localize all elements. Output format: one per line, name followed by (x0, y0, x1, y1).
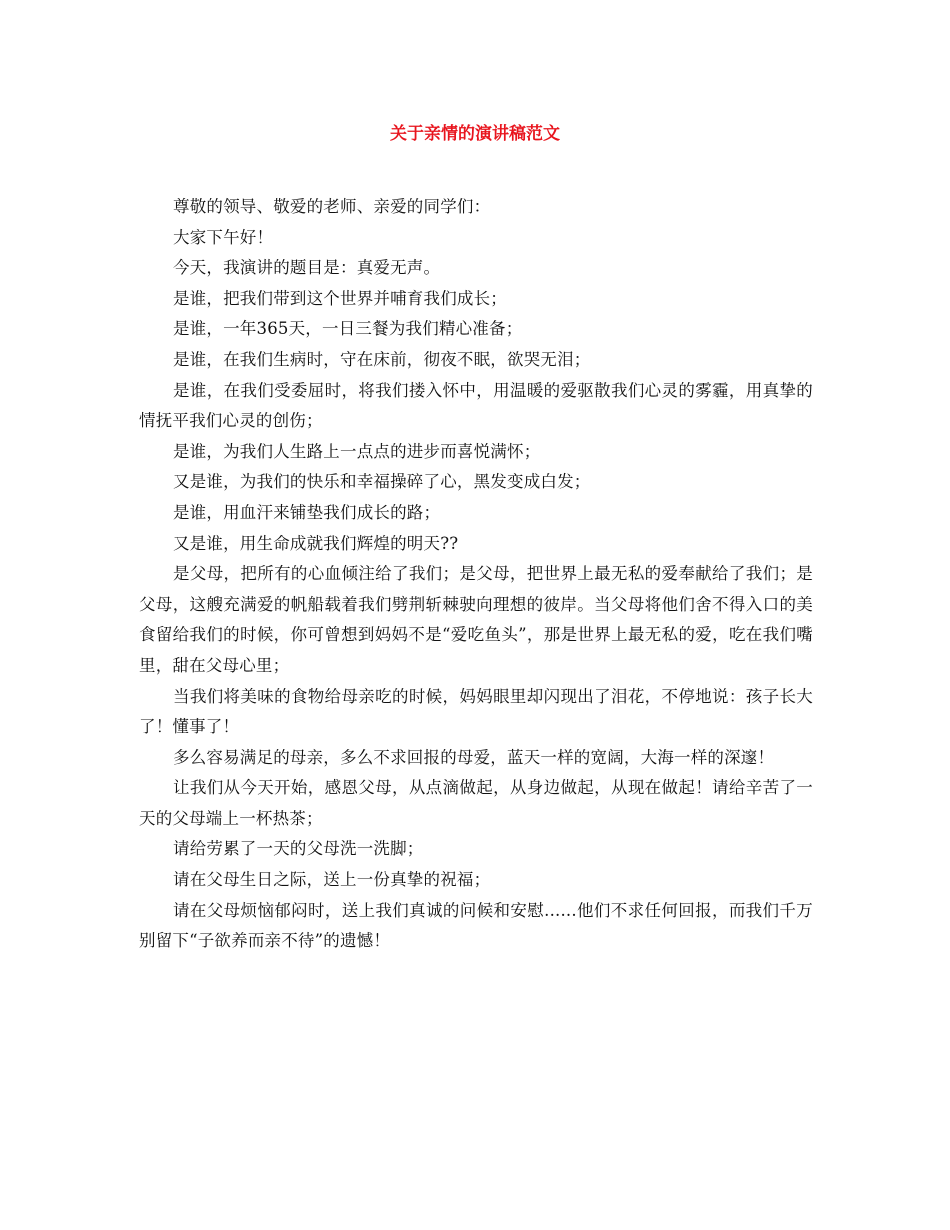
paragraph: 当我们将美味的食物给母亲吃的时候，妈妈眼里却闪现出了泪花，不停地说：孩子长大了！懂事了！ (139, 686, 813, 737)
paragraph: 是谁，用血汗来铺垫我们成长的路； (173, 502, 441, 522)
paragraph: 是谁，在我们生病时，守在床前，彻夜不眠，欲哭无泪； (173, 349, 591, 369)
paragraph: 又是谁，用生命成就我们辉煌的明天?? (173, 533, 459, 553)
paragraph-closing: 请在父母烦恼郁闷时，送上我们真诚的问候和安慰......他们不求任何回报，而我们千万别留下“子欲养而亲不待”的遗憾！ (139, 900, 813, 951)
document-body (139, 192, 813, 957)
paragraph: 请在父母生日之际，送上一份真挚的祝福； (173, 870, 491, 890)
paragraph: 是谁，为我们人生路上一点点的进步而喜悦满怀； (173, 441, 541, 461)
paragraph: 是谁，把我们带到这个世界并哺育我们成长； (173, 288, 507, 308)
paragraph: 是谁，一年365天，一日三餐为我们精心准备； (173, 319, 523, 339)
paragraph: 又是谁，为我们的快乐和幸福操碎了心，黑发变成白发； (173, 472, 591, 492)
paragraph: 是父母，把所有的心血倾注给了我们；是父母，把世界上最无私的爱奉献给了我们；是父母，这艘充满爱的帆船载着我们劈荆斩棘驶向理想的彼岸。当父母将他们舍不得入口的美食留给我们的时候，你可曾想到妈妈不是“爱吃鱼头”，那是世界上最无私的爱，吃在我们嘴里，甜在父母心里； (139, 564, 813, 675)
paragraph: 多么容易满足的母亲，多么不求回报的母爱，蓝天一样的宽阔，大海一样的深邃！ (173, 747, 775, 767)
paragraph: 让我们从今天开始，感恩父母，从点滴做起，从身边做起，从现在做起！请给辛苦了一天的父母端上一杯热茶； (139, 778, 813, 828)
document-title: 关于亲情的演讲稿范文 (390, 124, 560, 144)
paragraph-topic: 今天，我演讲的题目是：真爱无声。 (173, 258, 441, 278)
paragraph-salutation: 大家下午好！ (173, 227, 274, 247)
paragraph: 请给劳累了一天的父母洗一洗脚； (173, 839, 424, 859)
paragraph-greeting: 尊敬的领导、敬爱的老师、亲爱的同学们： (173, 197, 491, 216)
paragraph: 是谁，在我们受委屈时，将我们搂入怀中，用温暖的爱驱散我们心灵的雾霾，用真挚的情抚平我们心灵的创伤； (139, 380, 813, 431)
